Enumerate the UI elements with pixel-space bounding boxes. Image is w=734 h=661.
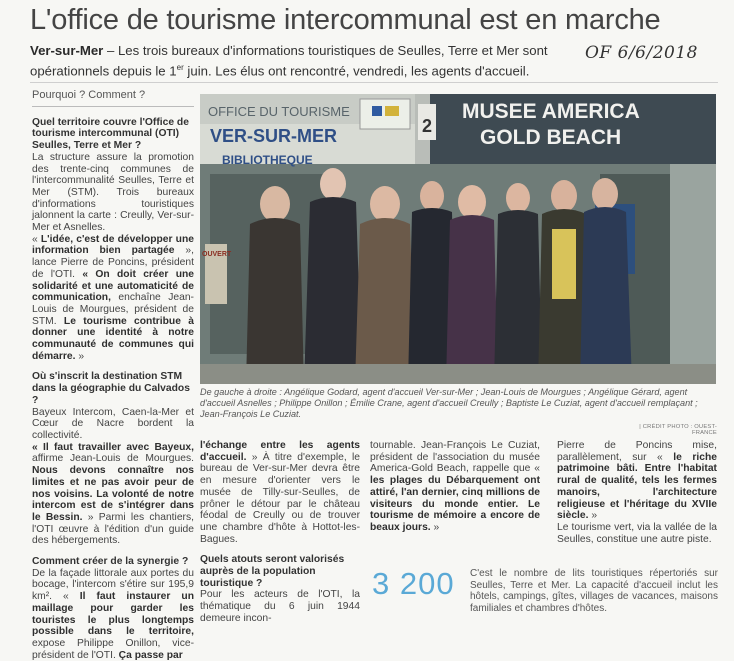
h-text: Pierre de Poncins mise, parallèlement, sur «	[557, 440, 717, 463]
sign-number: 2	[422, 116, 433, 136]
header-rule	[30, 82, 718, 83]
rubric-rule	[32, 106, 194, 107]
column-3	[370, 440, 540, 534]
rubric-label: Pourquoi ? Comment ?	[32, 89, 146, 101]
q-mid-2: enchaîne Jean-Louis de Mourgues, président de STM.	[32, 292, 194, 327]
q-bold-1: L'idée, c'est de développer une information bien partagée	[32, 233, 194, 257]
paragraph-heritage	[557, 440, 717, 522]
sign-ouvert: OUVERT	[202, 251, 232, 258]
paragraph-assets: Pour les acteurs de l'OTI, la thématique du 6 juin 1944 demeure incon-	[200, 589, 360, 624]
s-bold-1: Il faut instaurer un maillage pour garder les touristes le plus longtemps possible dans le territoire,	[32, 591, 194, 638]
m-bold: les plages du Débarquement ont attiré, l'an dernier, cinq millions de visiteurs du monde entier. Le tourisme de mémoire a encore de beaux jours.	[370, 475, 540, 533]
paragraph-synergy	[32, 568, 194, 661]
sign-office: OFFICE DU TOURISME	[208, 104, 350, 119]
q-mid-1: », lance Pierre de Poncins, président de l'OTI.	[32, 245, 194, 280]
sign-library: BIBLIOTHEQUE	[222, 153, 313, 167]
lead-text-1: – Les trois bureaux d'informations touristiques de Seulles, Terre et Mer sont opérationnels depuis le 1	[30, 43, 548, 79]
column-4	[557, 440, 717, 545]
handwritten-date-note: OF 6/6/2018	[585, 43, 698, 63]
q-open: «	[32, 233, 41, 245]
lead-paragraph	[30, 42, 590, 79]
paragraph-territory: La structure assure la promotion des trente-cinq communes de l'intercommunalité Seulles, Terre et Mer (STM). Trois bureaux d'informations touristiques jalonnent la carte : Creully, Ver-sur-Mer et Asnelles.	[32, 151, 194, 234]
s-text: De la façade littorale aux portes du bocage, l'intercom s'étire sur 195,9 km². «	[32, 567, 194, 603]
column-1	[32, 90, 194, 661]
m-text: tournable. Jean-François Le Cuziat, président de l'association du musée America-Gold Beach, rappelle que «	[370, 440, 540, 475]
paragraph-geography: Bayeux Intercom, Caen-la-Mer et Cœur de Nacre bordent la collectivité.	[32, 406, 194, 441]
s-mid: expose Philippe Onillon, vice-président de l'OTI.	[32, 637, 194, 661]
headline: L'office de tourisme intercommunal est en marche	[30, 4, 661, 36]
h-end: »	[588, 510, 598, 522]
sign-museum-1: MUSEE AMERICA	[462, 100, 640, 123]
sign-museum-2: GOLD BEACH	[480, 126, 622, 149]
question-territory: Quel territoire couvre l'Office de tourisme intercommunal (OTI) Seulles, Terre et Mer ?	[32, 116, 189, 152]
q-end: »	[75, 350, 85, 362]
lead-place: Ver-sur-Mer	[30, 43, 104, 58]
q-bold-2: « On doit créer une solidarité et une automaticité de communication,	[32, 268, 194, 304]
paragraph-quote-mourgues	[32, 442, 194, 547]
paragraph-exchange	[200, 440, 360, 545]
g-mid: affirme Jean-Louis de Mourgues.	[32, 453, 194, 465]
paragraph-green: Le tourisme vert, via la vallée de la Seulles, constitue une autre piste.	[557, 521, 717, 545]
lead-text-2: juin. Les élus ont rencontré, vendredi, les agents d'accueil.	[183, 63, 530, 79]
m-end: »	[430, 521, 440, 533]
photo-credit: | CRÉDIT PHOTO : OUEST-FRANCE	[639, 424, 717, 436]
s-bold-2: Ça passe par	[118, 649, 183, 661]
e-bold: l'échange entre les agents d'accueil.	[200, 440, 360, 463]
g-bold-2: Nous devons connaître nos limites et ne pas avoir peur de nos voisins. La volonté de notre intercom est de s'intégrer dans le Bessin.	[32, 465, 194, 523]
fact-number: 3 200	[372, 566, 455, 601]
column-2	[200, 440, 360, 625]
question-synergy: Comment créer de la synergie ?	[32, 556, 189, 568]
question-assets: Quels atouts seront valorisés auprès de la population touristique ?	[200, 554, 345, 589]
h-bold: le riche patrimoine bâti. Entre l'habitat rural de qualité, tels les fermes manoirs, l'architecture religieuse et l'héritage du XVIIe siècle.	[557, 451, 718, 522]
group-photo	[200, 94, 716, 384]
paragraph-quote-poncins	[32, 234, 194, 363]
g-end: » Parmi les chantiers, l'OTI œuvre à l'édition d'un guide des hébergements.	[32, 511, 195, 547]
e-rest: » À titre d'exemple, le bureau de Ver-sur-Mer devra être en mesure d'orienter vers le musée de Tilly-sur-Seulles, de prôner le détour par le château féodal de Creully ou de trouver une chambre d'hôte à Hottot-les-Bagues.	[200, 451, 360, 545]
g-bold-1: « Il faut travailler avec Bayeux,	[32, 441, 194, 453]
question-geography: Où s'inscrit la destination STM dans la géographie du Calvados ?	[32, 371, 190, 406]
sign-town: VER-SUR-MER	[210, 126, 338, 146]
q-bold-3: Le tourisme contribue à donner une identité à notre communauté de communes qui démarre.	[32, 315, 194, 362]
lead-sup: er	[176, 63, 184, 72]
fact-text: C'est le nombre de lits touristiques répertoriés sur Seulles, Terre et Mer. La capacité d'accueil inclut les hôtels, campings, gîtes, villages de vacances, maisons familiales et chambres d'hôtes.	[470, 568, 718, 614]
photo-caption: De gauche à droite : Angélique Godard, agent d'accueil Ver-sur-Mer ; Jean-Louis de Mourgues ; Angélique Gérard, agent d'accueil Asnelles ; Philippe Onillon ; Émilie Crane, agent d'accueil Creully ; Baptiste Le Cuziat, agent d'accueil remplaçant ; Jean-François Le Cuziat.	[200, 387, 698, 419]
paragraph-memory	[370, 440, 540, 534]
